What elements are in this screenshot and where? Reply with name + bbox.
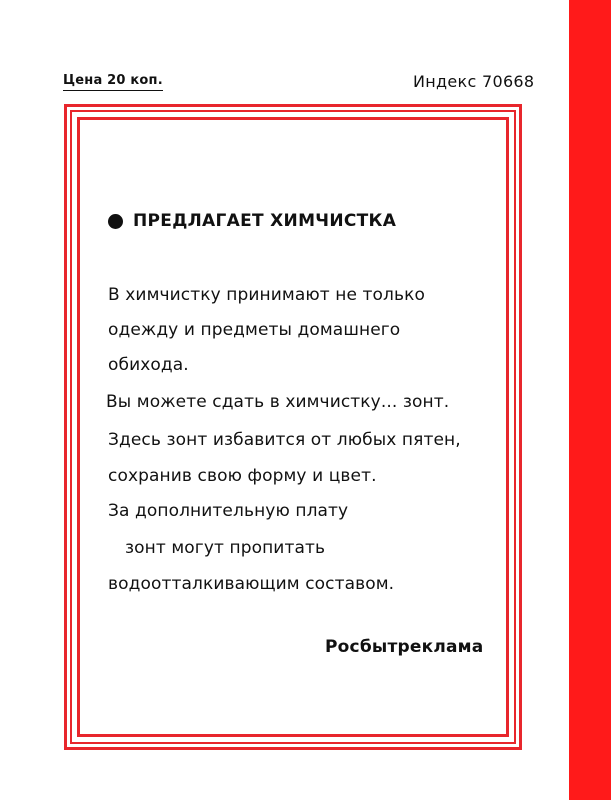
- ad-heading-row: [108, 211, 396, 231]
- ad-text-line: зонт могут пропитать: [125, 538, 326, 558]
- ad-text-line: Вы можете сдать в химчистку... зонт.: [106, 392, 450, 412]
- ad-signature: Росбытреклама: [325, 637, 484, 657]
- ad-text-line: В химчистку принимают не только: [108, 285, 425, 305]
- price-label: Цена 20 коп.: [63, 73, 163, 91]
- ad-text-line: обихода.: [108, 355, 189, 375]
- ad-heading: ПРЕДЛАГАЕТ ХИМЧИСТКА: [133, 211, 397, 231]
- index-label: Индекс 70668: [413, 72, 535, 91]
- ad-text-line: сохранив свою форму и цвет.: [108, 466, 377, 486]
- ad-text-line: За дополнительную плату: [108, 501, 349, 521]
- ad-text-line: водоотталкивающим составом.: [108, 574, 395, 594]
- red-edge-stripe: [569, 0, 611, 800]
- ad-text-line: одежду и предметы домашнего: [108, 320, 401, 340]
- ad-text-line: Здесь зонт избавится от любых пятен,: [108, 430, 461, 450]
- bullet-icon: [108, 214, 123, 229]
